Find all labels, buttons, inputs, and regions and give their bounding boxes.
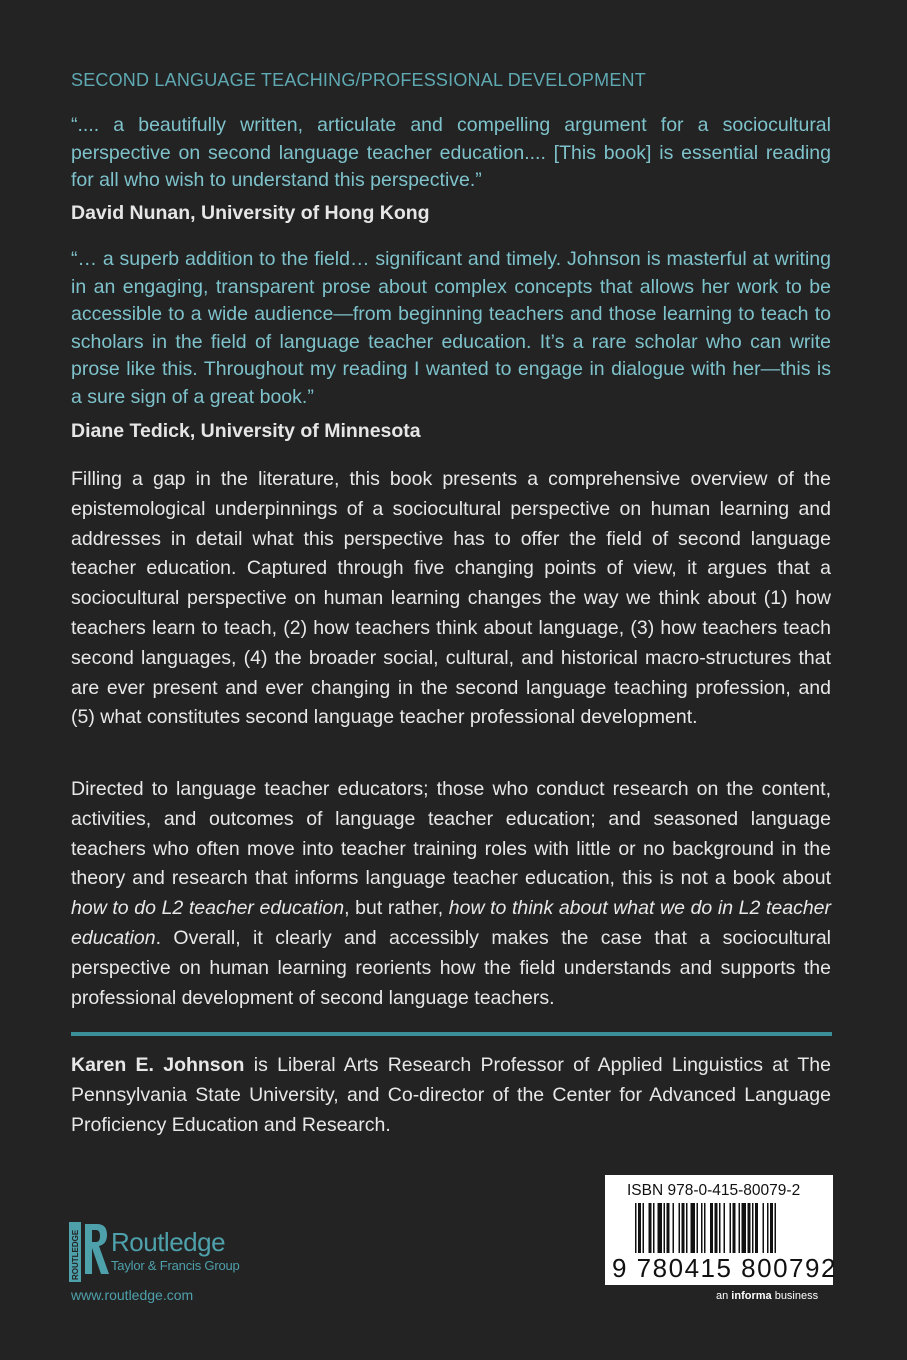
informa-prefix: an	[716, 1290, 732, 1302]
author-bio-text: is Liberal Arts Research Professor of Applied Linguistics at The Pennsylvania State University, and Co-director of the Center for Advanced Language Proficiency Education and Research.	[71, 1054, 831, 1136]
barcode-digits: 9 780415 800792	[612, 1253, 837, 1283]
quote-2-attribution: Diane Tedick, University of Minnesota	[71, 420, 421, 442]
barcode-bar	[701, 1203, 703, 1253]
barcode-bar	[704, 1203, 706, 1253]
barcode-bar	[643, 1203, 645, 1253]
informa-brand: informa	[731, 1290, 772, 1302]
barcode-bar	[638, 1203, 641, 1253]
publisher-group: Taylor & Francis Group	[111, 1258, 240, 1273]
isbn-label: ISBN 978-0-415-80079-2	[627, 1182, 801, 1199]
barcode-bar	[733, 1203, 736, 1253]
barcode-bar	[739, 1203, 741, 1253]
quote-1-attribution: David Nunan, University of Hong Kong	[71, 202, 430, 224]
publisher-name: Routledge	[111, 1227, 226, 1257]
barcode-bar	[748, 1203, 751, 1253]
barcode-bar	[664, 1203, 666, 1253]
barcode-bar	[686, 1203, 688, 1253]
category-heading: SECOND LANGUAGE TEACHING/PROFESSIONAL DEVELOPMENT	[71, 70, 646, 90]
para2-text-a: Directed to language teacher educators; those who conduct research on the content, activities, and outcomes of language teacher education; and seasoned language teachers who often move into teacher training roles with little or no background in the theory and research that informs language teacher education, this is not a book about	[71, 778, 831, 890]
author-bio	[71, 1051, 831, 1140]
barcode-bar	[763, 1203, 765, 1253]
para2-italic-2: how to think about what we do in L2 teacher education	[71, 897, 832, 949]
divider-rule	[71, 1032, 832, 1036]
description-paragraph-2	[71, 775, 831, 1013]
barcode-bar	[658, 1203, 663, 1253]
barcode-bar	[715, 1203, 718, 1253]
barcode-bar	[635, 1203, 637, 1253]
barcode-bar	[679, 1203, 681, 1253]
barcode-bar	[770, 1203, 773, 1253]
barcode-bar	[775, 1203, 777, 1253]
para2-text-b: , but rather,	[344, 897, 449, 920]
informa-business-label	[716, 1290, 818, 1302]
para2-text-c: . Overall, it clearly and accessibly makes the case that a sociocultural perspective on human learning reorients how the field understands and supports the professional development of second language teachers.	[71, 926, 831, 1009]
barcode-bar	[667, 1203, 670, 1253]
barcode-bar	[691, 1203, 696, 1253]
barcode-bar	[697, 1203, 699, 1253]
barcode-bar	[719, 1203, 721, 1253]
barcode-bar	[752, 1203, 754, 1253]
barcode-bar	[742, 1203, 747, 1253]
author-name: Karen E. Johnson	[71, 1054, 245, 1076]
informa-suffix: business	[771, 1290, 819, 1302]
quote-2: “… a superb addition to the field… significant and timely. Johnson is masterful at writing in an engaging, transparent prose about complex concepts that allows her work to be accessible to a wide audience—from beginning teachers and those learning to teach to scholars in the field of language teacher education. It’s a rare scholar who can write prose like this. Throughout my reading I wanted to engage in dialogue with her—this is a sure sign of a great book.”	[71, 248, 831, 408]
description-paragraph-1: Filling a gap in the literature, this book presents a comprehensive overview of the epistemological underpinnings of a sociocultural perspective on human learning and addresses in detail what this perspective has to offer the field of second language teacher education. Captured through five changing points of view, it argues that a sociocultural perspective on human learning changes the way we think about (1) how teachers learn to teach, (2) how teachers think about language, (3) how teachers teach second languages, (4) the broader social, cultural, and historical macro-structures that are ever present and ever changing in the second language teaching profession, and (5) what constitutes second language teacher professional development.	[71, 468, 831, 729]
routledge-r-icon	[85, 1224, 109, 1274]
logo-vertical-text: ROUTLEDGE	[71, 1229, 80, 1280]
barcode-bar	[724, 1203, 726, 1253]
barcode-bar	[682, 1203, 685, 1253]
barcode-bar	[767, 1203, 769, 1253]
barcode-bar	[673, 1203, 675, 1253]
publisher-url[interactable]: www.routledge.com	[71, 1287, 194, 1303]
barcode-bar	[730, 1203, 732, 1253]
barcode-bar	[710, 1203, 713, 1253]
barcode-bar	[653, 1203, 655, 1253]
barcode-bar	[755, 1203, 758, 1253]
quote-1: “.... a beautifully written, articulate and compelling argument for a sociocultural perspective on second language teacher education.... [This book] is essential reading for all who wish to understand this perspective.”	[71, 114, 831, 191]
barcode-bar	[649, 1203, 652, 1253]
para2-italic-1: how to do L2 teacher education	[71, 897, 345, 920]
